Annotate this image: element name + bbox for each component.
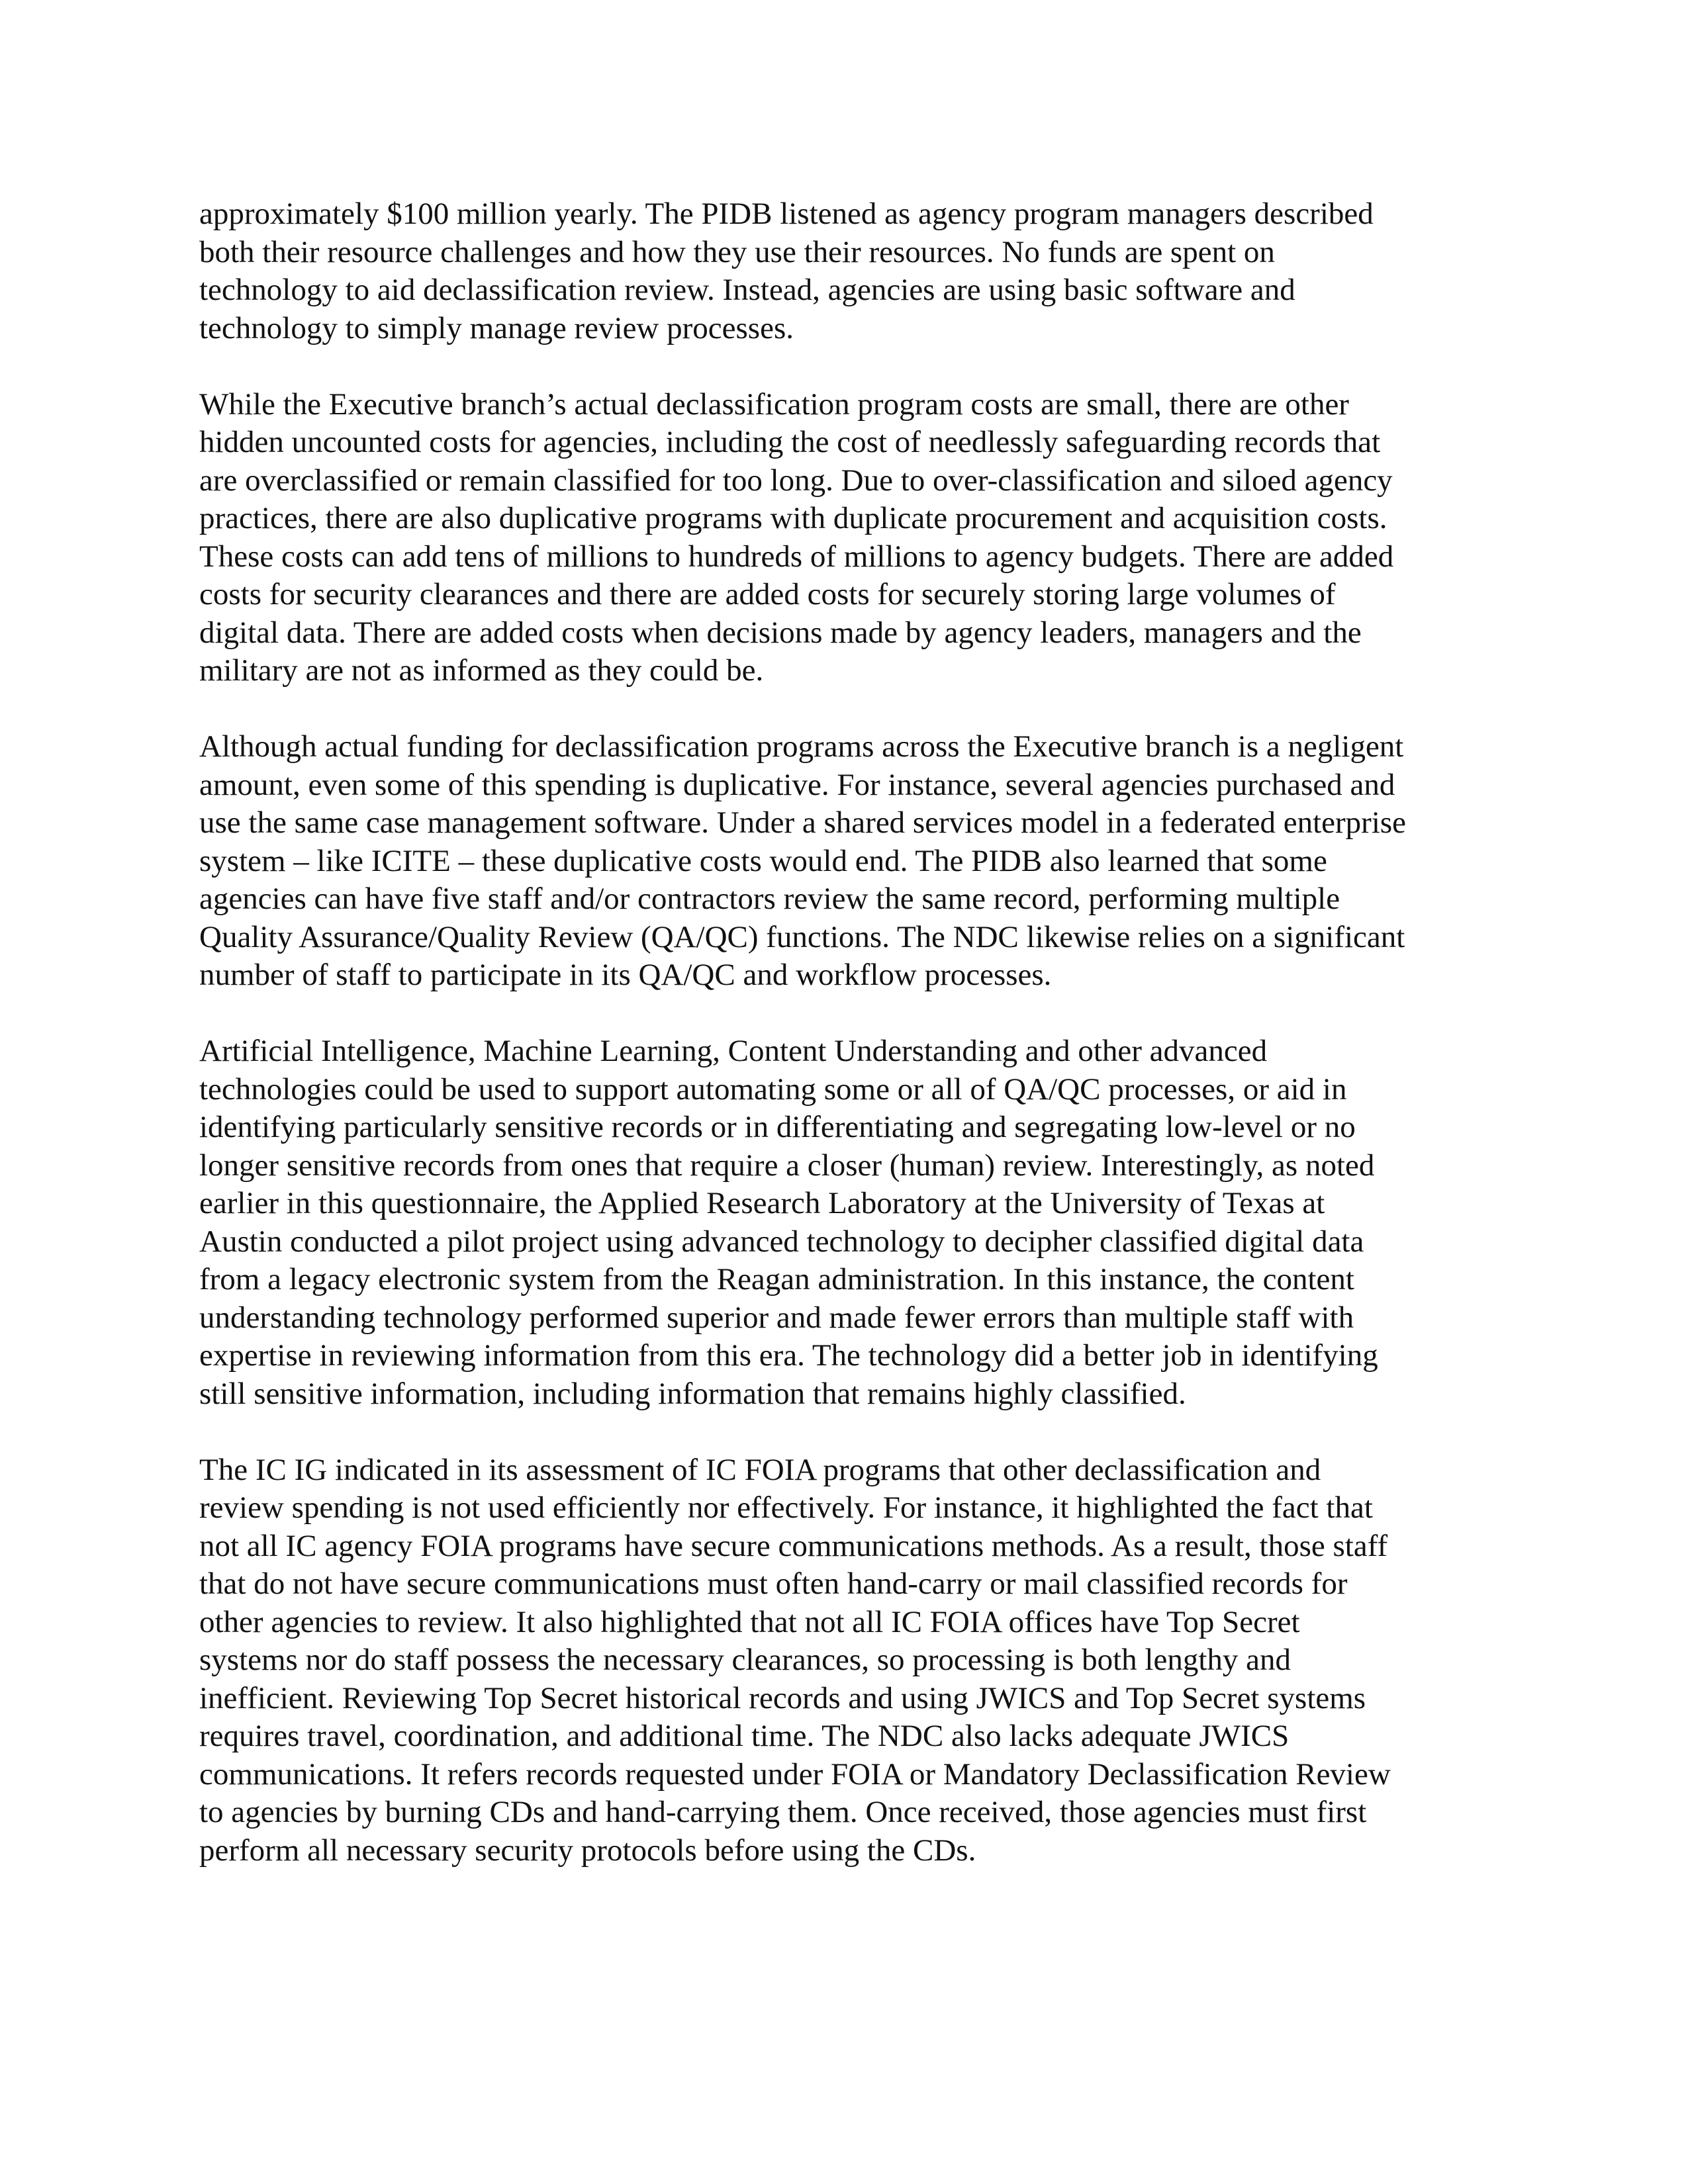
text-line: Quality Assurance/Quality Review (QA/QC) functions. The NDC likewise relies on a significant	[199, 919, 1405, 954]
text-line: While the Executive branch’s actual declassification program costs are small, there are other	[199, 387, 1349, 422]
text-line: technology to aid declassification review. Instead, agencies are using basic software and	[199, 273, 1295, 307]
paragraph-funding	[199, 195, 1510, 347]
body-text	[199, 195, 1510, 1908]
text-line: communications. It refers records requested under FOIA or Mandatory Declassification Review	[199, 1756, 1391, 1792]
text-line: review spending is not used efficiently nor effectively. For instance, it highlighted the fact that	[199, 1490, 1373, 1525]
text-line: technologies could be used to support automating some or all of QA/QC processes, or aid in	[199, 1071, 1347, 1107]
text-line: system – like ICITE – these duplicative costs would end. The PIDB also learned that some	[199, 843, 1327, 878]
paragraph-advanced-technologies	[199, 1032, 1510, 1413]
text-line: requires travel, coordination, and additional time. The NDC also lacks adequate JWICS	[199, 1719, 1289, 1753]
text-line: other agencies to review. It also highlighted that not all IC FOIA offices have Top Secret	[199, 1604, 1300, 1639]
text-line: systems nor do staff possess the necessary clearances, so processing is both lengthy and	[199, 1643, 1291, 1677]
paragraph-duplicative-spending	[199, 728, 1510, 995]
paragraph-ic-ig-assessment	[199, 1451, 1510, 1870]
text-line: inefficient. Reviewing Top Secret historical records and using JWICS and Top Secret systems	[199, 1680, 1366, 1715]
text-line: technology to simply manage review processes.	[199, 310, 794, 345]
text-line: to agencies by burning CDs and hand-carrying them. Once received, those agencies must first	[199, 1795, 1367, 1829]
text-line: approximately $100 million yearly. The PIDB listened as agency program managers described	[199, 197, 1374, 231]
text-line: from a legacy electronic system from the Reagan administration. In this instance, the content	[199, 1262, 1354, 1297]
text-line: military are not as informed as they could be.	[199, 653, 764, 688]
text-line: that do not have secure communications must often hand-carry or mail classified records for	[199, 1567, 1348, 1601]
text-line: still sensitive information, including information that remains highly classified.	[199, 1376, 1186, 1411]
text-line: not all IC agency FOIA programs have secure communications methods. As a result, those staff	[199, 1528, 1388, 1563]
text-line: Artificial Intelligence, Machine Learning, Content Understanding and other advanced	[199, 1034, 1268, 1068]
text-line: number of staff to participate in its QA/QC and workflow processes.	[199, 958, 1052, 992]
text-line: The IC IG indicated in its assessment of IC FOIA programs that other declassification and	[199, 1452, 1321, 1487]
text-line: practices, there are also duplicative programs with duplicate procurement and acquisition costs.	[199, 501, 1387, 535]
text-line: agencies can have five staff and/or contractors review the same record, performing multiple	[199, 882, 1340, 916]
text-line: both their resource challenges and how they use their resources. No funds are spent on	[199, 234, 1275, 269]
text-line: expertise in reviewing information from this era. The technology did a better job in identifying	[199, 1338, 1378, 1373]
text-line: Although actual funding for declassification programs across the Executive branch is a negligent	[199, 729, 1404, 764]
text-line: identifying particularly sensitive records or in differentiating and segregating low-level or no	[199, 1110, 1356, 1144]
text-line: earlier in this questionnaire, the Applied Research Laboratory at the University of Texas at	[199, 1186, 1325, 1220]
text-line: understanding technology performed superior and made fewer errors than multiple staff with	[199, 1300, 1354, 1335]
text-line: amount, even some of this spending is duplicative. For instance, several agencies purchased and	[199, 767, 1395, 802]
text-line: use the same case management software. Under a shared services model in a federated enterprise	[199, 805, 1407, 840]
text-line: hidden uncounted costs for agencies, including the cost of needlessly safeguarding records that	[199, 425, 1381, 459]
text-line: digital data. There are added costs when decisions made by agency leaders, managers and the	[199, 615, 1362, 650]
text-line: are overclassified or remain classified for too long. Due to over-classification and siloed agency	[199, 463, 1393, 498]
paragraph-hidden-costs	[199, 386, 1510, 690]
text-line: Austin conducted a pilot project using advanced technology to decipher classified digital data	[199, 1224, 1364, 1259]
text-line: costs for security clearances and there are added costs for securely storing large volumes of	[199, 577, 1336, 612]
text-line: longer sensitive records from ones that require a closer (human) review. Interestingly, as noted	[199, 1148, 1375, 1183]
text-line: perform all necessary security protocols before using the CDs.	[199, 1833, 976, 1868]
text-line: These costs can add tens of millions to hundreds of millions to agency budgets. There are added	[199, 539, 1394, 574]
